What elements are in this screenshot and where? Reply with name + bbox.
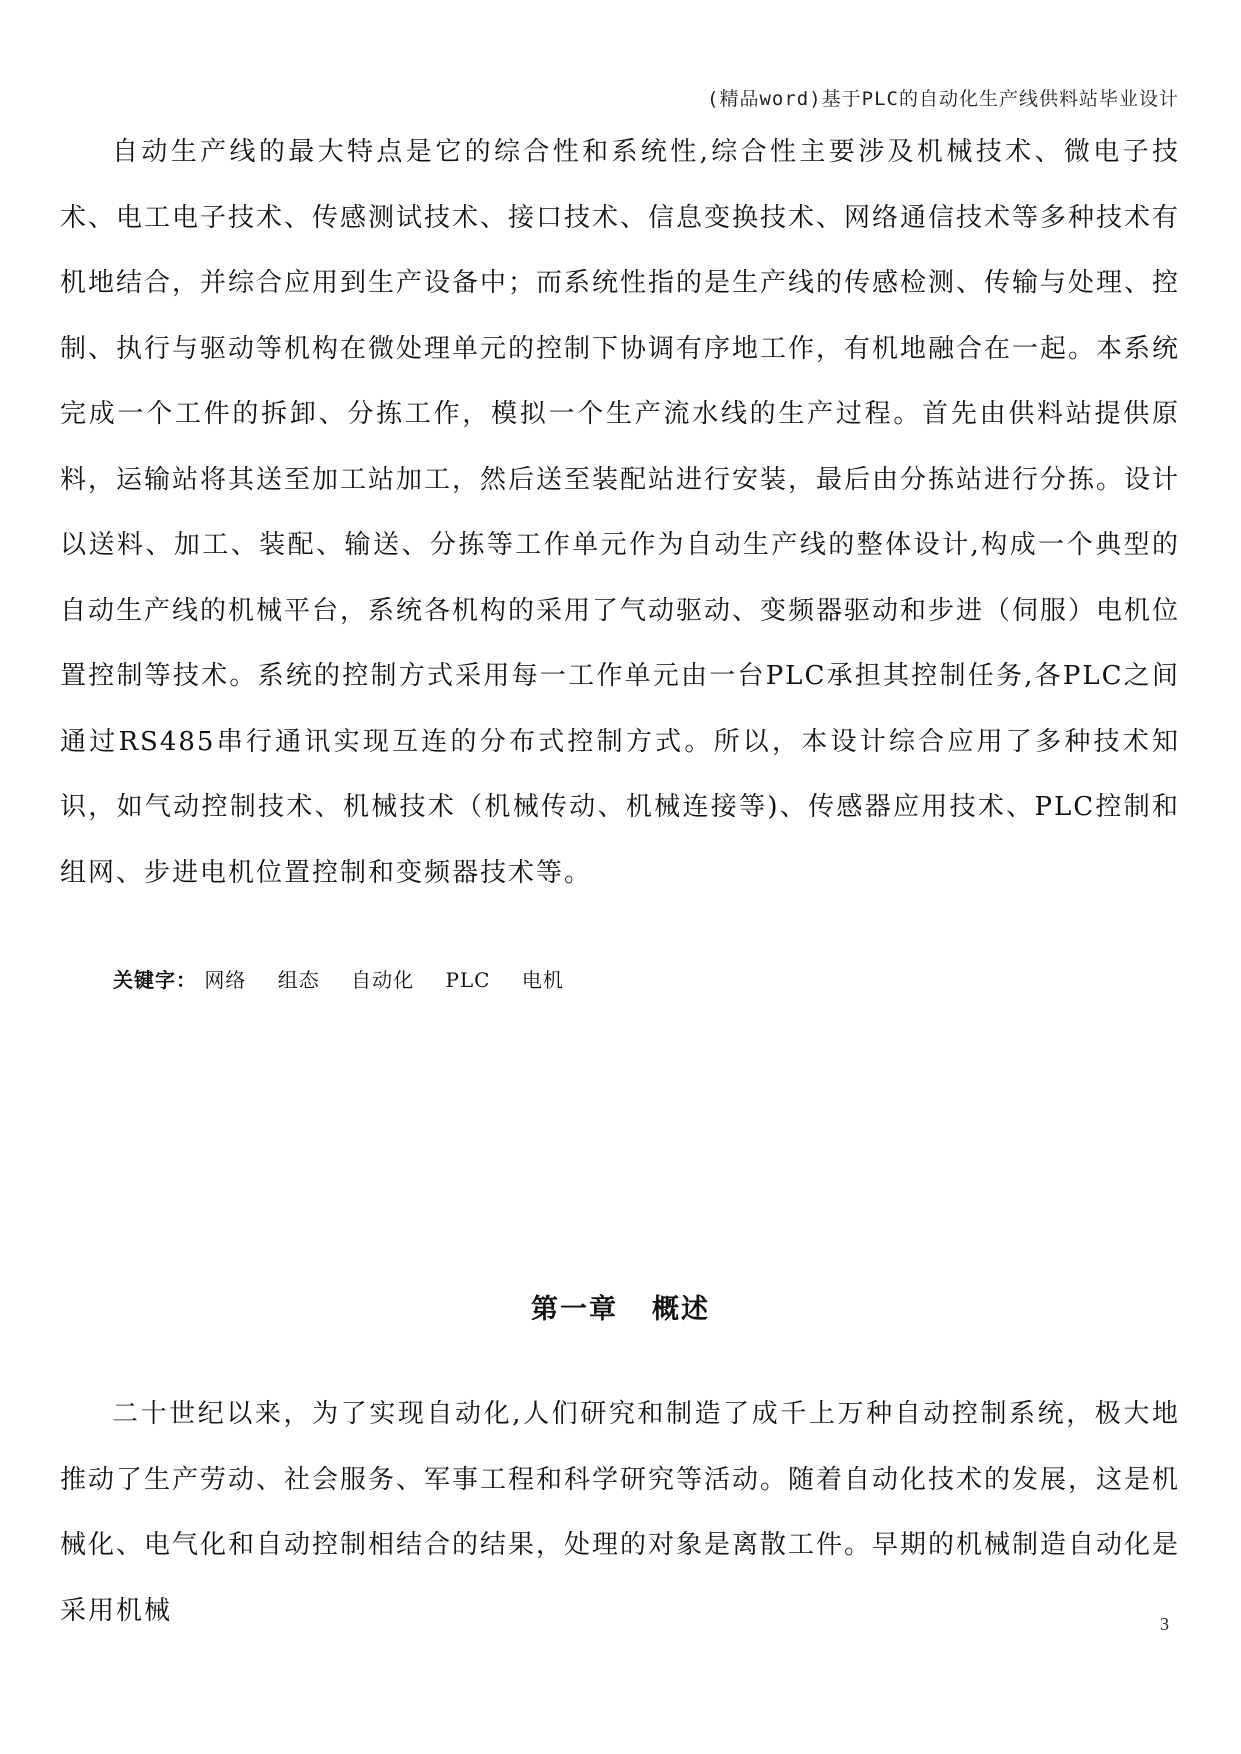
chapter-heading [0, 1287, 1241, 1326]
chapter-title-text: 概述 [652, 1294, 710, 1325]
chapter-number: 第一章 [531, 1294, 618, 1325]
page-number: 3 [1160, 1614, 1169, 1634]
keyword-item: 组态 [277, 968, 320, 992]
running-header: (精品word)基于PLC的自动化生产线供料站毕业设计 [707, 88, 1179, 110]
keyword-item: 网络 [204, 968, 247, 992]
abstract-paragraph: 自动生产线的最大特点是它的综合性和系统性,综合性主要涉及机械技术、微电子技术、电工电子技术、传感测试技术、接口技术、信息变换技术、网络通信技术等多种技术有机地结合，并综合应用到生产设备中；而系统性指的是生产线的传感检测、传输与处理、控制、执行与驱动等机构在微处理单元的控制下协调有序地工作，有机地融合在一起。本系统完成一个工件的拆卸、分拣工作，模拟一个生产流水线的生产过程。首先由供料站提供原料，运输站将其送至加工站加工，然后送至装配站进行安装，最后由分拣站进行分拣。设计以送料、加工、装配、输送、分拣等工作单元作为自动生产线的整体设计,构成一个典型的自动生产线的机械平台，系统各机构的采用了气动驱动、变频器驱动和步进（伺服）电机位置控制等技术。系统的控制方式采用每一工作单元由一台PLC承担其控制任务,各PLC之间通过RS485串行通讯实现互连的分布式控制方式。所以，本设计综合应用了多种技术知识，如气动控制技术、机械技术（机械传动、机械连接等)、传感器应用技术、PLC控制和组网、步进电机位置控制和变频器技术等。 [60, 137, 1181, 888]
chapter-paragraph: 二十世纪以来，为了实现自动化,人们研究和制造了成千上万种自动控制系统，极大地推动了生产劳动、社会服务、军事工程和科学研究等活动。随着自动化技术的发展，这是机械化、电气化和自动控制相结合的结果，处理的对象是离散工件。早期的机械制造自动化是采用机械 [60, 1399, 1181, 1626]
keyword-item: 电机 [521, 968, 564, 992]
keyword-item: 自动化 [351, 968, 415, 992]
keyword-item: PLC [445, 968, 491, 992]
keywords-label: 关键字： [113, 968, 197, 992]
keywords-line [113, 964, 588, 993]
